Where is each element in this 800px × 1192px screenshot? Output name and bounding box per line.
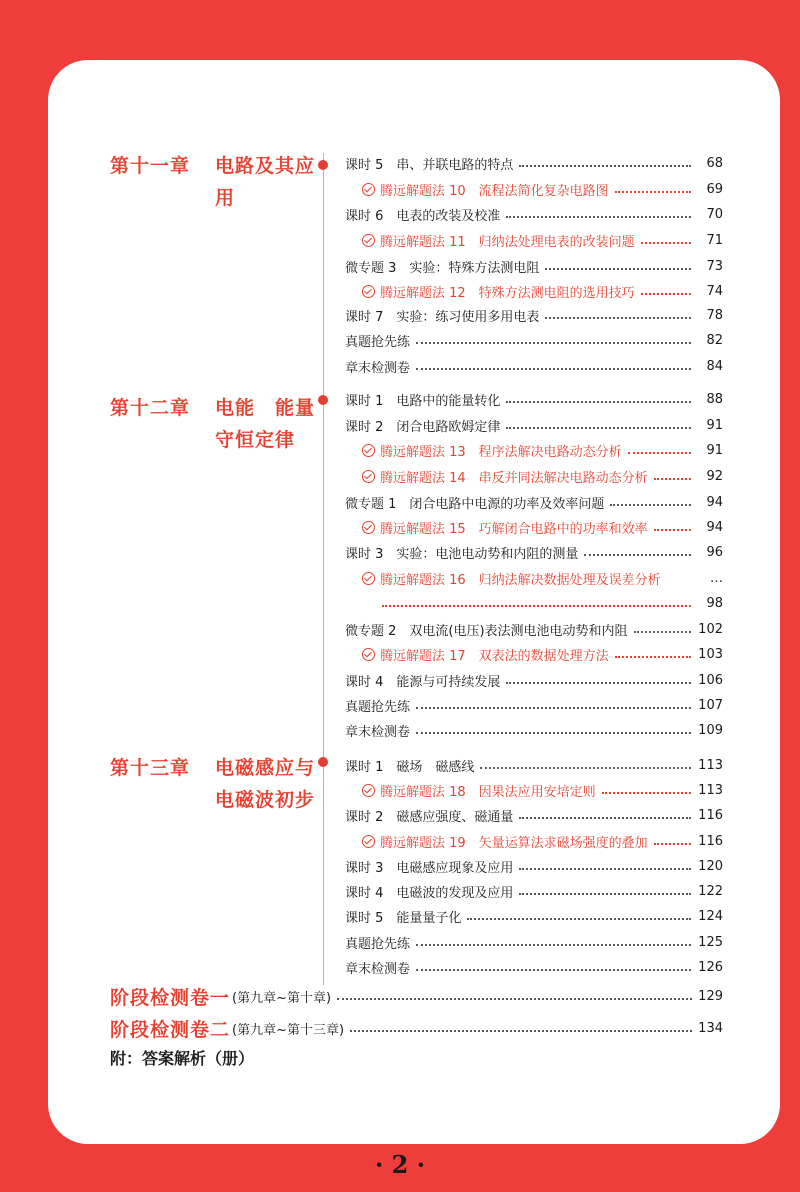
toc-entry-label: 腾远解题法 10 流程法简化复杂电路图	[380, 183, 609, 199]
toc-entry[interactable]	[345, 201, 723, 227]
toc-entry-label: 章末检测卷	[345, 724, 411, 740]
toc-entry-label: 课时 4 电磁波的发现及应用	[345, 885, 514, 901]
toc-entry-page: 73	[706, 258, 723, 274]
toc-method-entry[interactable]	[362, 777, 723, 803]
toc-entry[interactable]	[345, 412, 723, 438]
dot-leader	[506, 681, 691, 684]
dot-leader	[519, 867, 691, 870]
toc-entry-page: 126	[698, 959, 723, 975]
toc-entry-label: 真题抢先练	[345, 334, 411, 350]
toc-divider-line	[323, 153, 324, 985]
check-circle-icon	[362, 572, 375, 585]
toc-method-entry[interactable]	[362, 278, 723, 304]
toc-entry-page: 116	[698, 833, 723, 849]
stage-test-entry[interactable]	[110, 1013, 723, 1043]
chapter-marker-dot	[318, 160, 328, 170]
toc-entry[interactable]	[345, 692, 723, 718]
check-circle-icon	[362, 521, 375, 534]
toc-entry-page: 107	[698, 697, 723, 713]
check-circle-icon	[362, 285, 375, 298]
toc-entry-label: 课时 2 闭合电路欧姆定律	[345, 419, 501, 435]
toc-entry-page: 91	[706, 442, 723, 458]
toc-entry-page: 120	[698, 858, 723, 874]
toc-entry[interactable]	[345, 752, 723, 778]
toc-entry-label: 腾远解题法 13 程序法解决电路动态分析	[380, 444, 622, 460]
toc-entry-page: 69	[706, 181, 723, 197]
toc-entry-label: 腾远解题法 19 矢量运算法求磁场强度的叠加	[380, 835, 648, 851]
toc-entry-label: 课时 3 电磁感应现象及应用	[345, 860, 514, 876]
check-circle-icon	[362, 784, 375, 797]
check-circle-icon	[362, 234, 375, 247]
toc-entry-page: 113	[698, 782, 723, 798]
dot-leader	[506, 426, 691, 429]
toc-entry-page: 84	[706, 358, 723, 374]
toc-entry-page: 71	[706, 232, 723, 248]
toc-entry-page: 98	[706, 595, 723, 611]
toc-entry-page: 91	[706, 417, 723, 433]
toc-entry-continuation[interactable]	[382, 590, 723, 616]
dot-leader	[545, 316, 691, 319]
toc-entry-page: 94	[706, 494, 723, 510]
toc-entry-page: 113	[698, 757, 723, 773]
toc-entry-page: 102	[698, 621, 723, 637]
stage-test-page: 134	[698, 1020, 723, 1036]
toc-entry-label: 课时 7 实验：练习使用多用电表	[345, 309, 540, 325]
chapter-title: 电磁感应与电磁波初步	[215, 757, 316, 811]
toc-entry-label: 腾远解题法 14 串反并同法解决电路动态分析	[380, 470, 648, 486]
dot-leader	[667, 580, 691, 581]
toc-entry[interactable]	[345, 667, 723, 693]
toc-entry-label: 课时 3 实验：电池电动势和内阻的测量	[345, 546, 579, 562]
chapter-13[interactable]	[110, 752, 316, 811]
toc-entry-label: 课时 1 磁场 磁感线	[345, 759, 475, 775]
toc-entry-label: 腾远解题法 11 归纳法处理电表的改装问题	[380, 234, 635, 250]
dot-leader	[584, 553, 691, 556]
page-number: · 2 ·	[374, 1150, 426, 1179]
toc-method-entry[interactable]	[362, 828, 723, 854]
toc-entry-label: 腾远解题法 15 巧解闭合电路中的功率和效率	[380, 521, 648, 537]
toc-entry-label: 腾远解题法 16 归纳法解决数据处理及误差分析	[380, 572, 661, 588]
dot-leader	[416, 706, 691, 709]
toc-entry-label: 微专题 3 实验：特殊方法测电阻	[345, 260, 540, 276]
stage-test-title: 阶段检测卷二	[110, 1018, 231, 1041]
toc-entry-page: 116	[698, 807, 723, 823]
toc-entry[interactable]	[345, 878, 723, 904]
chapter-number: 第十二章	[110, 397, 191, 419]
dot-leader	[519, 816, 691, 819]
toc-entry-label: 课时 5 能量量子化	[345, 910, 462, 926]
toc-entry[interactable]	[345, 802, 723, 828]
dot-leader	[519, 892, 691, 895]
toc-method-entry[interactable]	[362, 227, 723, 253]
toc-entry-label: 真题抢先练	[345, 936, 411, 952]
toc-entry-page: 96	[706, 544, 723, 560]
toc-entry[interactable]	[345, 853, 723, 879]
toc-entry-page: 88	[706, 391, 723, 407]
toc-method-entry[interactable]	[362, 565, 723, 591]
dot-leader	[634, 630, 691, 633]
toc-method-entry[interactable]	[362, 176, 723, 202]
check-circle-icon	[362, 648, 375, 661]
toc-entry-page: 78	[706, 307, 723, 323]
toc-entry-page: 124	[698, 908, 723, 924]
stage-test-page: 129	[698, 988, 723, 1004]
toc-entry-page: …	[710, 570, 723, 586]
dot-leader	[615, 190, 691, 193]
appendix-note: 附：答案解析（册）	[110, 1049, 255, 1068]
check-circle-icon	[362, 470, 375, 483]
toc-entry[interactable]	[345, 302, 723, 328]
toc-entry-page: 106	[698, 672, 723, 688]
stage-test-title: 阶段检测卷一	[110, 986, 231, 1009]
toc-entry[interactable]	[345, 327, 723, 353]
toc-entry-label: 腾远解题法 18 因果法应用安培定则	[380, 784, 596, 800]
dot-leader	[545, 267, 691, 270]
check-circle-icon	[362, 183, 375, 196]
toc-entry-label: 腾远解题法 12 特殊方法测电阻的选用技巧	[380, 285, 635, 301]
stage-test-entry[interactable]	[110, 981, 723, 1011]
toc-entry-label: 微专题 1 闭合电路中电源的功率及效率问题	[345, 496, 605, 512]
toc-entry[interactable]	[345, 539, 723, 565]
toc-entry-label: 微专题 2 双电流(电压)表法测电池电动势和内阻	[345, 623, 628, 639]
dot-leader	[610, 503, 691, 506]
dot-leader	[615, 655, 691, 658]
chapter-11[interactable]	[110, 150, 316, 209]
toc-entry[interactable]	[345, 150, 723, 176]
toc-entry-page: 125	[698, 934, 723, 950]
toc-entry-page: 82	[706, 332, 723, 348]
toc-entry[interactable]	[345, 353, 723, 379]
toc-entry-label: 章末检测卷	[345, 360, 411, 376]
toc-entry-page: 74	[706, 283, 723, 299]
chapter-title: 电能 能量守恒定律	[215, 397, 316, 451]
dot-leader	[337, 998, 692, 1000]
toc-method-entry[interactable]	[362, 514, 723, 540]
toc-method-entry[interactable]	[362, 437, 723, 463]
toc-entry[interactable]	[345, 616, 723, 642]
toc-method-entry[interactable]	[362, 641, 723, 667]
toc-entry-page: 70	[706, 206, 723, 222]
chapter-marker-dot	[318, 395, 328, 405]
toc-entry-label: 课时 6 电表的改装及校准	[345, 208, 501, 224]
toc-entry[interactable]	[345, 929, 723, 955]
toc-entry[interactable]	[345, 489, 723, 515]
toc-entry-page: 68	[706, 155, 723, 171]
check-circle-icon	[362, 835, 375, 848]
toc-entry[interactable]	[345, 903, 723, 929]
toc-entry-label: 腾远解题法 17 双表法的数据处理方法	[380, 648, 609, 664]
dot-leader	[654, 842, 691, 845]
toc-entry[interactable]	[345, 386, 723, 412]
toc-entry-page: 103	[698, 646, 723, 662]
dot-leader	[350, 1030, 692, 1032]
chapter-number: 第十一章	[110, 155, 191, 177]
dot-leader	[416, 341, 691, 344]
toc-entry[interactable]	[345, 954, 723, 980]
toc-method-entry[interactable]	[362, 463, 723, 489]
dot-leader	[506, 400, 691, 403]
dot-leader	[416, 367, 691, 370]
check-circle-icon	[362, 444, 375, 457]
dot-leader	[519, 164, 691, 167]
dot-leader	[641, 292, 691, 295]
chapter-12[interactable]	[110, 392, 316, 451]
dot-leader	[602, 791, 691, 794]
stage-test-scope: (第九章~第十三章)	[232, 1022, 345, 1038]
dot-leader	[506, 215, 691, 218]
toc-entry-label: 课时 1 电路中的能量转化	[345, 393, 501, 409]
chapter-title: 电路及其应用	[215, 155, 316, 209]
stage-test-scope: (第九章~第十章)	[232, 990, 332, 1006]
toc-entry-label: 课时 5 串、并联电路的特点	[345, 157, 514, 173]
toc-entry-label: 真题抢先练	[345, 699, 411, 715]
dot-leader	[467, 917, 691, 920]
dot-leader	[480, 766, 691, 769]
toc-entry-label: 课时 2 磁感应强度、磁通量	[345, 809, 514, 825]
toc-entry-page: 109	[698, 722, 723, 738]
toc-entry-page: 92	[706, 468, 723, 484]
toc-entry-label: 章末检测卷	[345, 961, 411, 977]
toc-entry-page: 122	[698, 883, 723, 899]
dot-leader	[382, 604, 691, 607]
dot-leader	[641, 241, 691, 244]
dot-leader	[654, 528, 691, 531]
chapter-number: 第十三章	[110, 757, 191, 779]
toc-entry-page: 94	[706, 519, 723, 535]
dot-leader	[654, 477, 691, 480]
chapter-marker-dot	[318, 757, 328, 767]
dot-leader	[416, 968, 691, 971]
toc-entry[interactable]	[345, 253, 723, 279]
toc-entry[interactable]	[345, 717, 723, 743]
toc-entry-label: 课时 4 能源与可持续发展	[345, 674, 501, 690]
dot-leader	[416, 943, 691, 946]
dot-leader	[628, 451, 691, 454]
dot-leader	[416, 731, 691, 734]
